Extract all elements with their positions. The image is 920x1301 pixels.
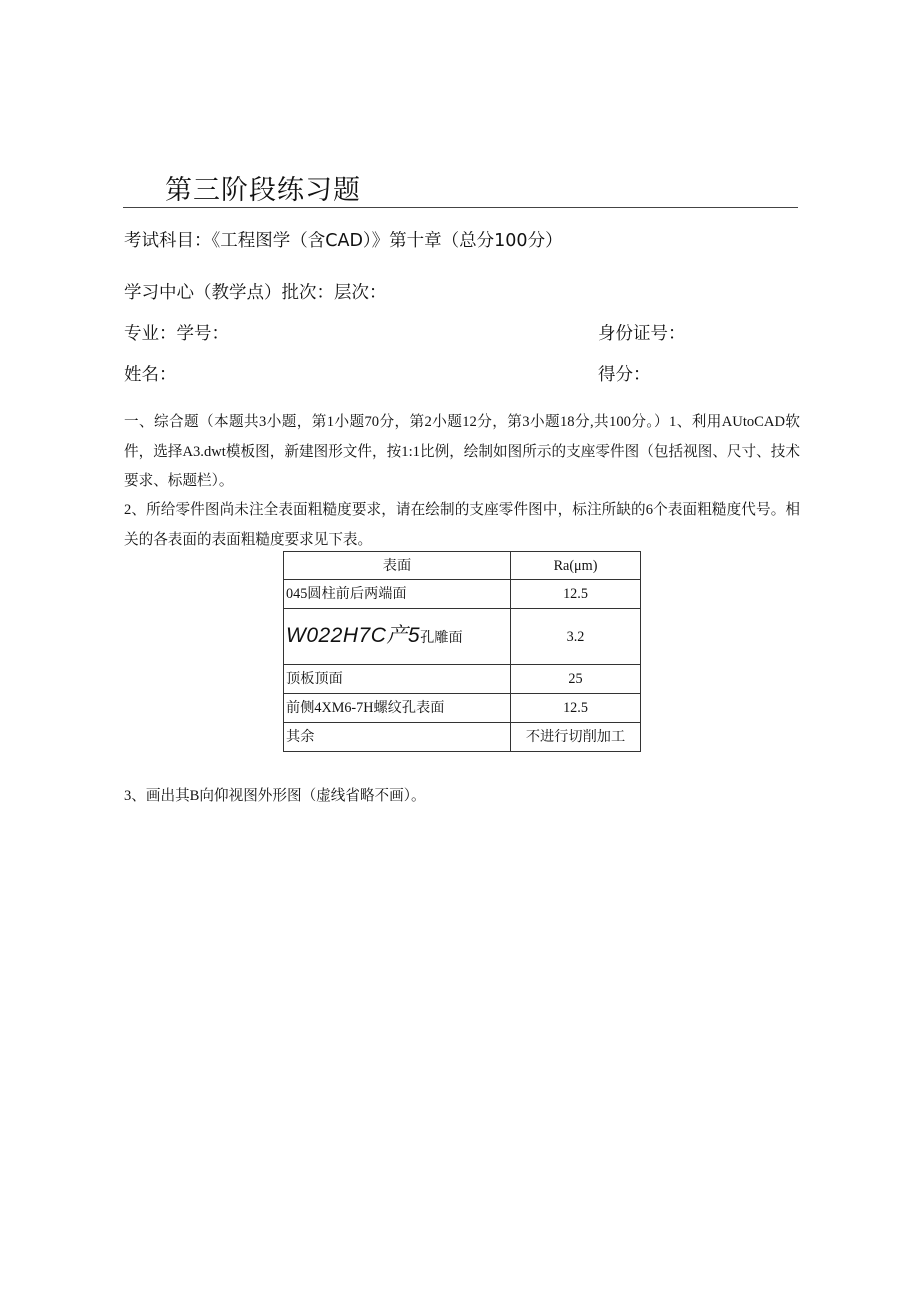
ra-cell: 不进行切削加工 — [511, 723, 641, 752]
table-row — [284, 580, 641, 609]
roughness-table — [283, 551, 641, 752]
surface-suffix-text: 孔雕面 — [420, 629, 463, 646]
page-title: 第三阶段练习题 — [165, 175, 361, 206]
surface-styled-text: W022H7C产5 — [286, 623, 421, 647]
ra-cell: 12.5 — [511, 694, 641, 723]
score-line: 得分： — [598, 365, 651, 385]
table-header-row — [284, 552, 641, 580]
header-ra: Ra(μm) — [511, 552, 641, 580]
question-3: 3、画出其B向仰视图外形图（虚线省略不画）。 — [124, 788, 426, 804]
name-line: 姓名： — [124, 365, 177, 385]
ra-cell: 3.2 — [511, 609, 641, 665]
question-2: 2、所给零件图尚未注全表面粗糙度要求，请在绘制的支座零件图中，标注所缺的6个表面粗糙度代号。相关的各表面的表面粗糙度要求见下表。 — [124, 502, 800, 548]
exam-subject: 考试科目：《工程图学（含CAD）》第十章（总分100分） — [124, 231, 563, 251]
table-row — [284, 609, 641, 665]
center-batch-level-line: 学习中心（教学点）批次：层次： — [124, 283, 387, 303]
surface-cell — [284, 609, 511, 665]
surface-cell: 前侧4XM6-7H螺纹孔表面 — [284, 694, 511, 723]
title-divider — [123, 207, 798, 208]
question-1: 一、综合题（本题共3小题，第1小题70分，第2小题12分，第3小题18分,共100分。）1、利用AUtoCAD软件，选择A3.dwt模板图，新建图形文件，按1:1比例，绘制如图所示的支座零件图（包括视图、尺寸、技术要求、标题栏）。 — [124, 414, 800, 489]
id-card-line: 身份证号： — [598, 324, 686, 344]
major-id-line: 专业：学号： — [124, 324, 229, 344]
ra-cell: 12.5 — [511, 580, 641, 609]
header-surface: 表面 — [284, 552, 511, 580]
ra-cell: 25 — [511, 665, 641, 694]
table-row — [284, 665, 641, 694]
table-row — [284, 723, 641, 752]
surface-cell: 其余 — [284, 723, 511, 752]
table-row — [284, 694, 641, 723]
surface-cell: 顶板顶面 — [284, 665, 511, 694]
surface-cell: 045圆柱前后两端面 — [284, 580, 511, 609]
